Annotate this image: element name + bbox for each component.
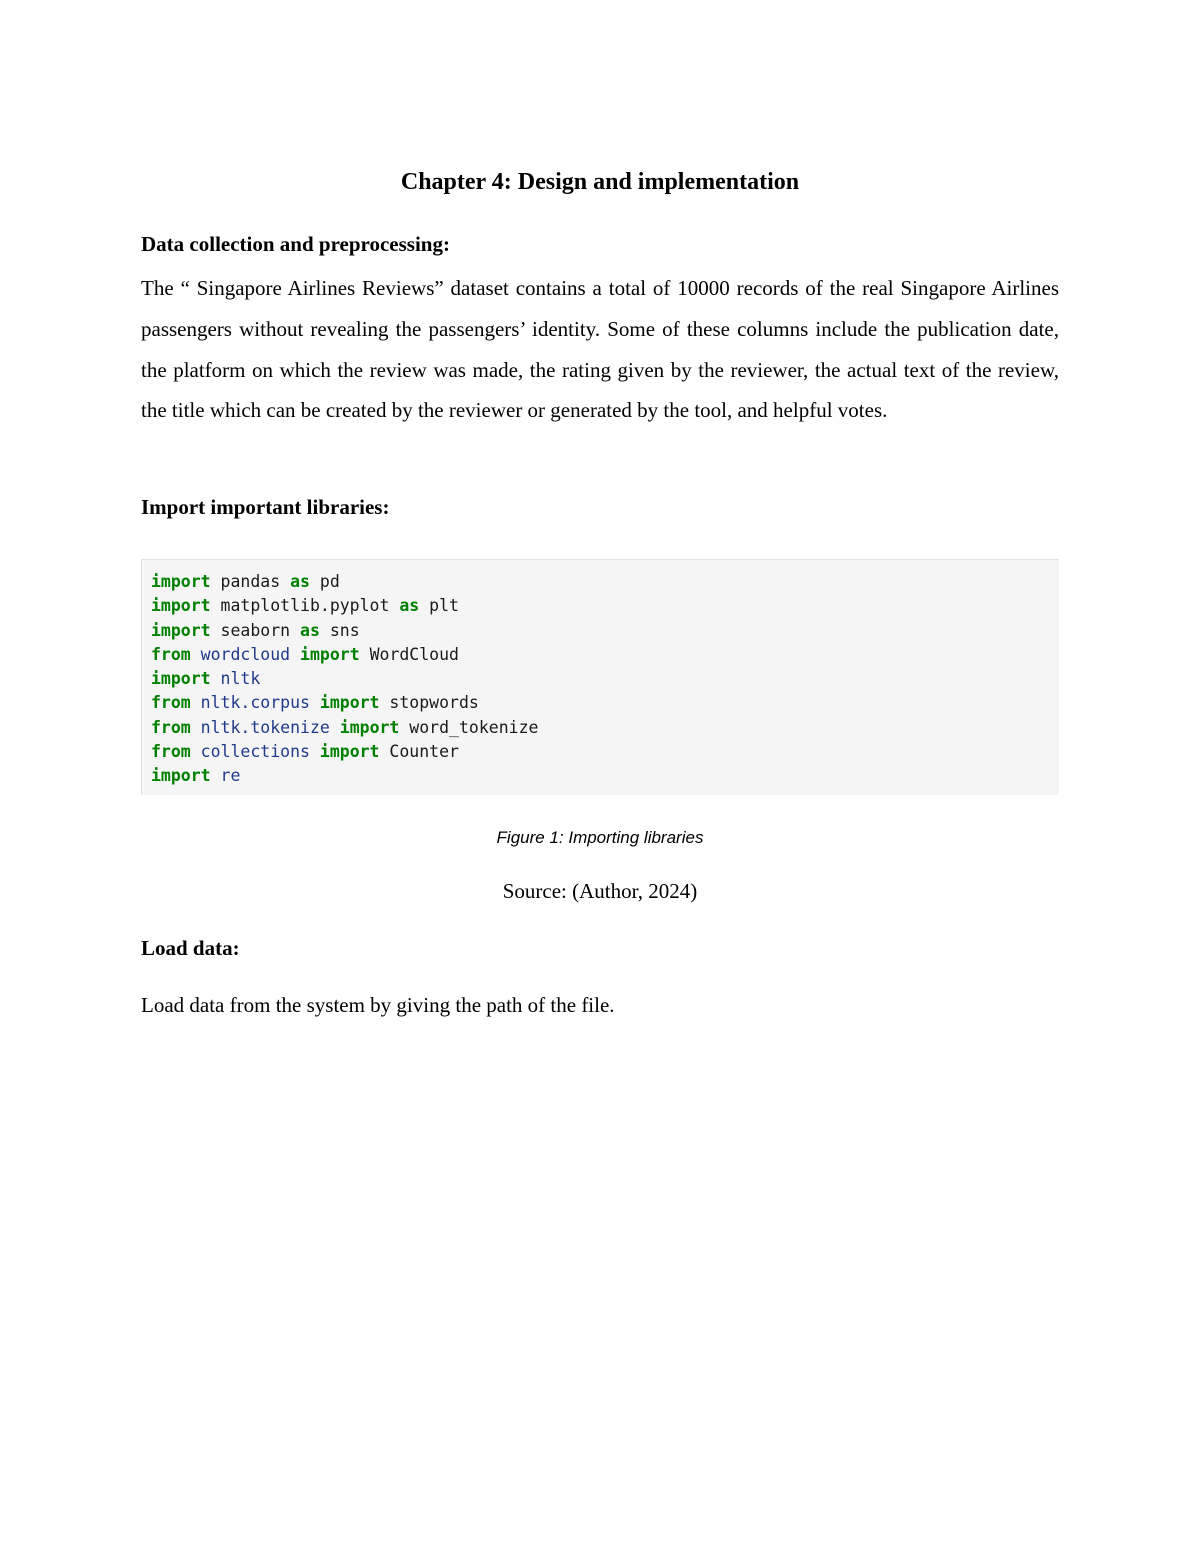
code-line <box>151 716 1059 740</box>
code-text: pd <box>309 572 340 591</box>
code-line <box>151 619 1059 643</box>
figure-source: Source: (Author, 2024) <box>502 879 698 903</box>
data-collection-paragraph: The “ Singapore Airlines Reviews” dataset contains a total of 10000 records of the real Singapore Airlines passengers without revealing the passengers’ identity. Some of these columns include the publication date, the platform on which the review was made, the rating given by the reviewer, the actual text of the review, the title which can be created by the reviewer or generated by the tool, and helpful votes. <box>141 276 1059 423</box>
code-line <box>151 740 1059 764</box>
code-text: pandas <box>210 572 291 591</box>
code-line <box>151 643 1059 667</box>
code-keyword: as <box>300 620 320 640</box>
code-text: sns <box>319 620 360 640</box>
code-text: Counter <box>379 742 459 762</box>
code-text: WordCloud <box>359 644 459 664</box>
code-keyword: from <box>151 742 191 762</box>
code-text: wordcloud <box>190 644 301 664</box>
code-text: stopwords <box>379 693 479 713</box>
code-keyword: import <box>339 717 400 737</box>
section-heading-import-libraries: Import important libraries: <box>141 495 390 519</box>
figure-caption: Figure 1: Importing libraries <box>496 828 704 847</box>
section-heading-data-collection: Data collection and preprocessing: <box>141 232 450 256</box>
code-text: matplotlib.pyplot <box>210 596 400 616</box>
code-text: nltk.corpus <box>190 693 320 713</box>
code-keyword: from <box>151 717 191 737</box>
code-keyword: from <box>151 644 191 664</box>
code-text: re <box>210 766 241 786</box>
code-keyword: as <box>399 596 420 616</box>
code-keyword: as <box>290 572 310 591</box>
code-text: nltk.tokenize <box>190 717 340 737</box>
code-keyword: import <box>151 669 211 689</box>
code-keyword: from <box>151 693 191 713</box>
code-line <box>151 691 1059 715</box>
code-keyword: import <box>151 596 211 616</box>
code-keyword: import <box>300 644 360 664</box>
code-keyword: import <box>151 620 211 640</box>
code-line <box>151 764 1059 788</box>
code-text: plt <box>419 596 459 616</box>
chapter-title: Chapter 4: Design and implementation <box>400 169 800 195</box>
load-data-paragraph: Load data from the system by giving the path of the file. <box>141 993 615 1017</box>
code-text: collections <box>190 742 320 762</box>
code-block <box>141 559 1059 795</box>
code-keyword: import <box>319 742 380 762</box>
code-line <box>151 667 1059 691</box>
code-text: seaborn <box>210 620 301 640</box>
code-line <box>151 594 1059 618</box>
section-heading-load-data: Load data: <box>141 936 240 960</box>
code-keyword: import <box>319 693 380 713</box>
code-text: word_tokenize <box>399 717 539 737</box>
code-line <box>151 570 1059 594</box>
code-text: nltk <box>210 669 261 689</box>
code-keyword: import <box>151 572 211 591</box>
code-keyword: import <box>151 766 211 786</box>
